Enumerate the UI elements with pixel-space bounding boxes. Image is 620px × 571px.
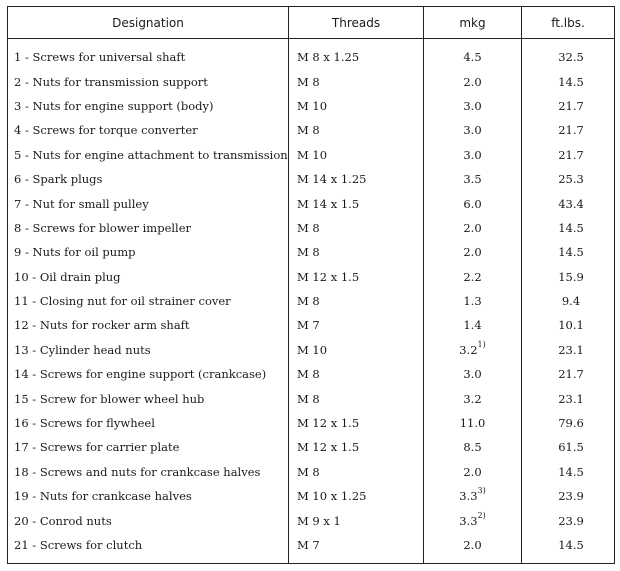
designation-cell xyxy=(8,460,289,484)
mkg-cell xyxy=(424,508,522,532)
ftlbs-cell xyxy=(522,118,615,142)
mkg-cell-value: 3.0 xyxy=(463,98,482,113)
table-header xyxy=(8,7,615,39)
ftlbs-cell xyxy=(522,386,615,410)
mkg-cell-value: 2.0 xyxy=(463,464,482,479)
table-row xyxy=(8,167,615,191)
threads-cell xyxy=(289,338,424,362)
designation-cell xyxy=(8,484,289,508)
table-row xyxy=(8,313,615,337)
mkg-cell xyxy=(424,411,522,435)
designation-cell xyxy=(8,240,289,264)
mkg-cell xyxy=(424,94,522,118)
mkg-cell-value: 3.5 xyxy=(463,172,482,187)
threads-cell xyxy=(289,313,424,337)
threads-cell-value: M 10 xyxy=(297,342,328,357)
ftlbs-cell xyxy=(522,313,615,337)
threads-cell xyxy=(289,362,424,386)
designation-cell-value: 3 - Nuts for engine support (body) xyxy=(14,98,214,113)
designation-cell-value: 11 - Closing nut for oil strainer cover xyxy=(14,294,231,309)
designation-cell-value: 14 - Screws for engine support (crankcase) xyxy=(14,367,267,382)
designation-cell xyxy=(8,508,289,532)
header-designation: Designation xyxy=(8,7,289,39)
designation-cell xyxy=(8,313,289,337)
mkg-cell-value: 3.2 xyxy=(459,342,478,357)
table-row xyxy=(8,216,615,240)
mkg-cell xyxy=(424,69,522,93)
threads-cell xyxy=(289,69,424,93)
mkg-cell xyxy=(424,191,522,215)
mkg-cell-value: 4.5 xyxy=(463,50,482,65)
designation-cell xyxy=(8,191,289,215)
designation-cell-value: 6 - Spark plugs xyxy=(14,172,103,187)
ftlbs-cell xyxy=(522,533,615,564)
mkg-cell-value: 6.0 xyxy=(463,196,482,211)
designation-cell-value: 12 - Nuts for rocker arm shaft xyxy=(14,318,190,333)
threads-cell-value: M 8 xyxy=(297,123,320,138)
designation-cell-value: 4 - Screws for torque converter xyxy=(14,123,198,138)
ftlbs-cell-value: 21.7 xyxy=(558,123,584,138)
designation-cell-value: 13 - Cylinder head nuts xyxy=(14,342,151,357)
ftlbs-cell xyxy=(522,94,615,118)
mkg-cell xyxy=(424,460,522,484)
ftlbs-cell-value: 23.1 xyxy=(558,342,584,357)
designation-cell-value: 10 - Oil drain plug xyxy=(14,269,121,284)
mkg-cell xyxy=(424,265,522,289)
designation-cell xyxy=(8,94,289,118)
ftlbs-cell xyxy=(522,435,615,459)
threads-cell xyxy=(289,39,424,70)
ftlbs-cell-value: 79.6 xyxy=(558,416,584,431)
threads-cell xyxy=(289,411,424,435)
designation-cell-value: 16 - Screws for flywheel xyxy=(14,416,155,431)
designation-cell xyxy=(8,362,289,386)
mkg-cell-value: 3.0 xyxy=(463,123,482,138)
threads-cell-value: M 8 xyxy=(297,74,320,89)
torque-table xyxy=(7,6,615,564)
threads-cell-value: M 9 x 1 xyxy=(297,513,341,528)
threads-cell-value: M 10 xyxy=(297,147,328,162)
mkg-cell-value: 2.0 xyxy=(463,538,482,552)
designation-cell xyxy=(8,338,289,362)
table-row xyxy=(8,460,615,484)
designation-cell-value: 21 - Screws for clutch xyxy=(14,538,143,552)
ftlbs-cell-value: 21.7 xyxy=(558,147,584,162)
ftlbs-cell-value: 23.9 xyxy=(558,513,584,528)
ftlbs-cell xyxy=(522,216,615,240)
threads-cell-value: M 10 xyxy=(297,98,328,113)
ftlbs-cell-value: 14.5 xyxy=(558,245,584,260)
header-ftlbs: ft.lbs. xyxy=(522,7,615,39)
ftlbs-cell xyxy=(522,362,615,386)
ftlbs-cell-value: 10.1 xyxy=(558,318,584,333)
mkg-cell-value: 1.4 xyxy=(463,318,482,333)
table-row xyxy=(8,362,615,386)
designation-cell xyxy=(8,39,289,70)
threads-cell xyxy=(289,533,424,564)
mkg-cell-value: 3.2 xyxy=(463,391,482,406)
threads-cell-value: M 12 x 1.5 xyxy=(297,416,360,431)
mkg-cell xyxy=(424,484,522,508)
table-row xyxy=(8,191,615,215)
threads-cell xyxy=(289,460,424,484)
ftlbs-cell xyxy=(522,460,615,484)
mkg-cell xyxy=(424,386,522,410)
designation-cell xyxy=(8,118,289,142)
ftlbs-cell xyxy=(522,289,615,313)
threads-cell xyxy=(289,386,424,410)
mkg-cell-value: 2.0 xyxy=(463,74,482,89)
designation-cell xyxy=(8,386,289,410)
threads-cell-value: M 8 x 1.25 xyxy=(297,50,360,65)
designation-cell-value: 7 - Nut for small pulley xyxy=(14,196,149,211)
mkg-cell-value: 11.0 xyxy=(459,416,486,431)
mkg-cell xyxy=(424,143,522,167)
footnote-marker: 2) xyxy=(477,510,486,520)
mkg-cell-value: 3.3 xyxy=(459,489,478,504)
threads-cell xyxy=(289,143,424,167)
designation-cell xyxy=(8,216,289,240)
threads-cell xyxy=(289,265,424,289)
mkg-cell-value: 3.3 xyxy=(459,513,478,528)
table-row xyxy=(8,289,615,313)
ftlbs-cell xyxy=(522,338,615,362)
table-row xyxy=(8,435,615,459)
table-row xyxy=(8,411,615,435)
mkg-cell-value: 3.0 xyxy=(463,147,482,162)
ftlbs-cell xyxy=(522,411,615,435)
threads-cell-value: M 12 x 1.5 xyxy=(297,440,360,455)
threads-cell-value: M 7 xyxy=(297,538,320,552)
table-row xyxy=(8,94,615,118)
ftlbs-cell-value: 21.7 xyxy=(558,367,584,382)
mkg-cell-value: 2.0 xyxy=(463,220,482,235)
designation-cell xyxy=(8,167,289,191)
threads-cell-value: M 7 xyxy=(297,318,320,333)
ftlbs-cell-value: 14.5 xyxy=(558,220,584,235)
designation-cell xyxy=(8,289,289,313)
threads-cell-value: M 8 xyxy=(297,294,320,309)
header-threads: Threads xyxy=(289,7,424,39)
designation-cell-value: 2 - Nuts for transmission support xyxy=(14,74,208,89)
threads-cell-value: M 10 x 1.25 xyxy=(297,489,367,504)
designation-cell-value: 19 - Nuts for crankcase halves xyxy=(14,489,192,504)
ftlbs-cell-value: 9.4 xyxy=(561,294,581,309)
table-row xyxy=(8,143,615,167)
designation-cell-value: 8 - Screws for blower impeller xyxy=(14,220,192,235)
threads-cell-value: M 8 xyxy=(297,464,320,479)
ftlbs-cell-value: 15.9 xyxy=(558,269,584,284)
mkg-cell xyxy=(424,216,522,240)
table-row xyxy=(8,533,615,564)
mkg-cell-value: 3.0 xyxy=(463,367,482,382)
ftlbs-cell-value: 23.1 xyxy=(558,391,584,406)
ftlbs-cell xyxy=(522,143,615,167)
threads-cell-value: M 8 xyxy=(297,367,320,382)
threads-cell xyxy=(289,289,424,313)
mkg-cell xyxy=(424,533,522,564)
designation-cell xyxy=(8,411,289,435)
footnote-marker: 3) xyxy=(477,486,486,496)
mkg-cell-value: 2.0 xyxy=(463,245,482,260)
threads-cell xyxy=(289,191,424,215)
table-row xyxy=(8,69,615,93)
mkg-cell-value: 8.5 xyxy=(463,440,482,455)
mkg-cell xyxy=(424,240,522,264)
threads-cell xyxy=(289,94,424,118)
ftlbs-cell xyxy=(522,69,615,93)
threads-cell-value: M 8 xyxy=(297,245,320,260)
table-row xyxy=(8,265,615,289)
ftlbs-cell xyxy=(522,167,615,191)
threads-cell xyxy=(289,216,424,240)
designation-cell-value: 15 - Screw for blower wheel hub xyxy=(14,391,205,406)
threads-cell-value: M 8 xyxy=(297,220,320,235)
header-row xyxy=(8,7,615,39)
ftlbs-cell-value: 32.5 xyxy=(558,50,584,65)
designation-cell xyxy=(8,435,289,459)
mkg-cell xyxy=(424,362,522,386)
table-row xyxy=(8,386,615,410)
ftlbs-cell xyxy=(522,484,615,508)
ftlbs-cell xyxy=(522,265,615,289)
header-mkg: mkg xyxy=(424,7,522,39)
mkg-cell xyxy=(424,435,522,459)
mkg-cell xyxy=(424,289,522,313)
designation-cell-value: 1 - Screws for universal shaft xyxy=(14,50,186,65)
mkg-cell-value: 2.2 xyxy=(463,269,482,284)
threads-cell xyxy=(289,240,424,264)
threads-cell xyxy=(289,484,424,508)
threads-cell xyxy=(289,118,424,142)
table-body xyxy=(8,39,615,564)
ftlbs-cell-value: 21.7 xyxy=(558,98,584,113)
mkg-cell xyxy=(424,338,522,362)
table-row xyxy=(8,118,615,142)
ftlbs-cell xyxy=(522,39,615,70)
ftlbs-cell-value: 14.5 xyxy=(558,74,584,89)
designation-cell-value: 17 - Screws for carrier plate xyxy=(14,440,180,455)
threads-cell-value: M 8 xyxy=(297,391,320,406)
table-row xyxy=(8,338,615,362)
ftlbs-cell-value: 23.9 xyxy=(558,489,584,504)
designation-cell xyxy=(8,533,289,564)
threads-cell xyxy=(289,435,424,459)
mkg-cell-value: 1.3 xyxy=(463,294,482,309)
ftlbs-cell-value: 43.4 xyxy=(558,196,584,211)
ftlbs-cell-value: 61.5 xyxy=(558,440,584,455)
threads-cell-value: M 14 x 1.5 xyxy=(297,196,360,211)
threads-cell-value: M 14 x 1.25 xyxy=(297,172,367,187)
ftlbs-cell xyxy=(522,240,615,264)
ftlbs-cell xyxy=(522,191,615,215)
threads-cell-value: M 12 x 1.5 xyxy=(297,269,360,284)
table-row xyxy=(8,484,615,508)
threads-cell xyxy=(289,167,424,191)
footnote-marker: 1) xyxy=(477,339,486,349)
designation-cell xyxy=(8,265,289,289)
ftlbs-cell xyxy=(522,508,615,532)
ftlbs-cell-value: 14.5 xyxy=(558,464,584,479)
table-row xyxy=(8,508,615,532)
table-row xyxy=(8,39,615,70)
mkg-cell xyxy=(424,167,522,191)
mkg-cell xyxy=(424,39,522,70)
ftlbs-cell-value: 14.5 xyxy=(558,538,584,552)
designation-cell xyxy=(8,69,289,93)
threads-cell xyxy=(289,508,424,532)
mkg-cell xyxy=(424,118,522,142)
ftlbs-cell-value: 25.3 xyxy=(558,172,584,187)
table-row xyxy=(8,240,615,264)
designation-cell-value: 20 - Conrod nuts xyxy=(14,513,112,528)
designation-cell-value: 5 - Nuts for engine attachment to transmission xyxy=(14,147,288,162)
mkg-cell xyxy=(424,313,522,337)
designation-cell-value: 18 - Screws and nuts for crankcase halves xyxy=(14,464,261,479)
designation-cell-value: 9 - Nuts for oil pump xyxy=(14,245,136,260)
designation-cell xyxy=(8,143,289,167)
